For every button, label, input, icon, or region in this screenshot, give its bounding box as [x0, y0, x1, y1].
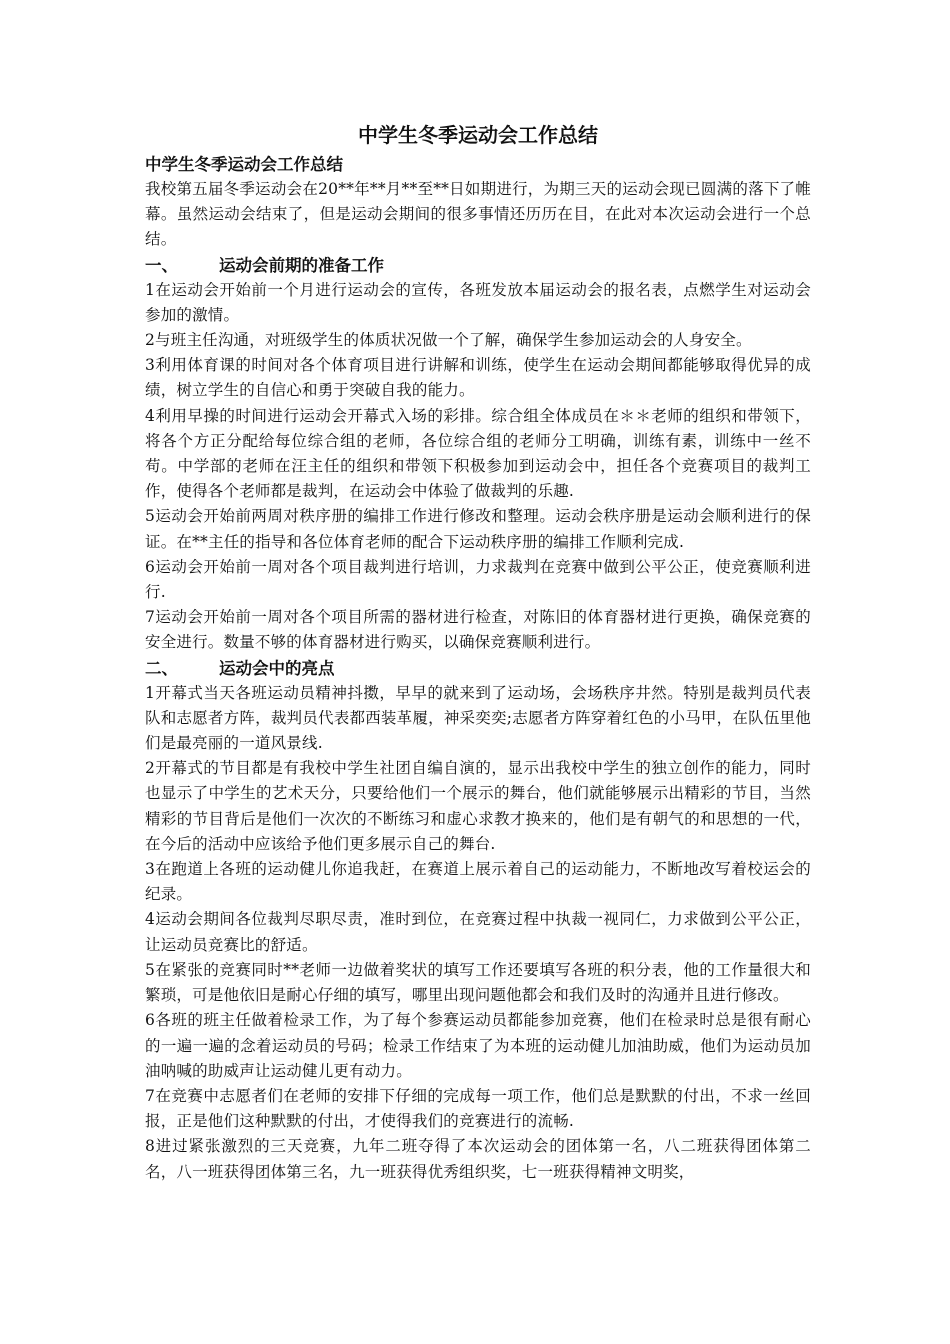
list-item: 6运动会开始前一周对各个项目裁判进行培训，力求裁判在竞赛中做到公平公正，使竞赛顺利进行.	[145, 557, 811, 602]
list-item: 7在竞赛中志愿者们在老师的安排下仔细的完成每一项工作，他们总是默默的付出，不求一丝回报，正是他们这种默默的付出，才使得我们的竞赛进行的流畅.	[145, 1086, 811, 1131]
list-item: 2与班主任沟通，对班级学生的体质状况做一个了解，确保学生参加运动会的人身安全。	[145, 331, 752, 350]
document-page	[145, 118, 811, 1185]
list-item: 3在跑道上各班的运动健儿你追我赶，在赛道上展示着自己的运动能力，不断地改写着校运会的纪录。	[145, 860, 811, 904]
list-item: 3利用体育课的时间对各个体育项目进行讲解和训练，使学生在运动会期间都能够取得优异的成绩，树立学生的自信心和勇于突破自我的能力。	[145, 356, 811, 400]
list-item: 2开幕式的节目都是有我校中学生社团自编自演的，显示出我校中学生的独立创作的能力，同时也显示了中学生的艺术天分，只要给他们一个展示的舞台，他们就能够展示出精彩的节目，当然精彩的节目背后是他们一次次的不断练习和虚心求教才换来的，他们是有朝气的和思想的一代，在今后的活动中应该给予他们更多展示自己的舞台.	[145, 759, 811, 853]
intro-paragraph: 我校第五届冬季运动会在20**年**月**至**日如期进行，为期三天的运动会现已圆满的落下了帷幕。虽然运动会结束了，但是运动会期间的很多事情还历历在目，在此对本次运动会进行一个总结。	[145, 180, 811, 249]
list-item: 6各班的班主任做着检录工作，为了每个参赛运动员都能参加竞赛，他们在检录时总是很有耐心的一遍一遍的念着运动员的号码；检录工作结束了为本班的运动健儿加油助威，他们为运动员加油呐喊的助威声让运动健儿更有动力。	[145, 1011, 811, 1080]
section-number: 二、	[145, 658, 178, 678]
list-item: 4利用早操的时间进行运动会开幕式入场的彩排。综合组全体成员在＊＊老师的组织和带领下，将各个方正分配给每位综合组的老师，各位综合组的老师分工明确，训练有素，训练中一丝不苟。中学部的老师在汪主任的组织和带领下积极参加到运动会中，担任各个竞赛项目的裁判工作，使得各个老师都是裁判，在运动会中体验了做裁判的乐趣.	[145, 406, 811, 501]
section-preparation	[145, 253, 811, 656]
section-title: 运动会前期的准备工作	[219, 255, 384, 275]
list-item: 4运动会期间各位裁判尽职尽责，准时到位，在竞赛过程中执裁一视同仁，力求做到公平公正，让运动员竞赛比的舒适。	[145, 910, 811, 954]
list-item: 1开幕式当天各班运动员精神抖擞，早早的就来到了运动场，会场秩序井然。特别是裁判员代表队和志愿者方阵，裁判员代表都西装革履，神采奕奕;志愿者方阵穿着红色的小马甲，在队伍里他们是最亮丽的一道风景线.	[145, 683, 811, 753]
list-item: 8进过紧张激烈的三天竞赛，九年二班夺得了本次运动会的团体第一名，八二班获得团体第二名，八一班获得团体第三名，九一班获得优秀组织奖，七一班获得精神文明奖，	[145, 1137, 811, 1181]
list-item: 7运动会开始前一周对各个项目所需的器材进行检查，对陈旧的体育器材进行更换，确保竞赛的安全进行。数量不够的体育器材进行购买，以确保竞赛顺利进行。	[145, 608, 811, 652]
section-title: 运动会中的亮点	[219, 658, 335, 678]
document-title: 中学生冬季运动会工作总结	[358, 123, 598, 147]
list-item: 1在运动会开始前一个月进行运动会的宣传，各班发放本届运动会的报名表，点燃学生对运动会参加的激情。	[145, 280, 811, 324]
list-item: 5运动会开始前两周对秩序册的编排工作进行修改和整理。运动会秩序册是运动会顺利进行的保证。在**主任的指导和各位体育老师的配合下运动秩序册的编排工作顺利完成.	[145, 507, 811, 551]
section-highlights	[145, 656, 811, 1185]
section-heading	[145, 253, 811, 278]
section-heading	[145, 656, 811, 681]
section-number: 一、	[145, 255, 178, 275]
document-subtitle: 中学生冬季运动会工作总结	[145, 155, 343, 174]
list-item: 5在紧张的竞赛同时**老师一边做着奖状的填写工作还要填写各班的积分表，他的工作量很大和繁琐，可是他依旧是耐心仔细的填写，哪里出现问题他都会和我们及时的沟通并且进行修改。	[145, 960, 811, 1005]
